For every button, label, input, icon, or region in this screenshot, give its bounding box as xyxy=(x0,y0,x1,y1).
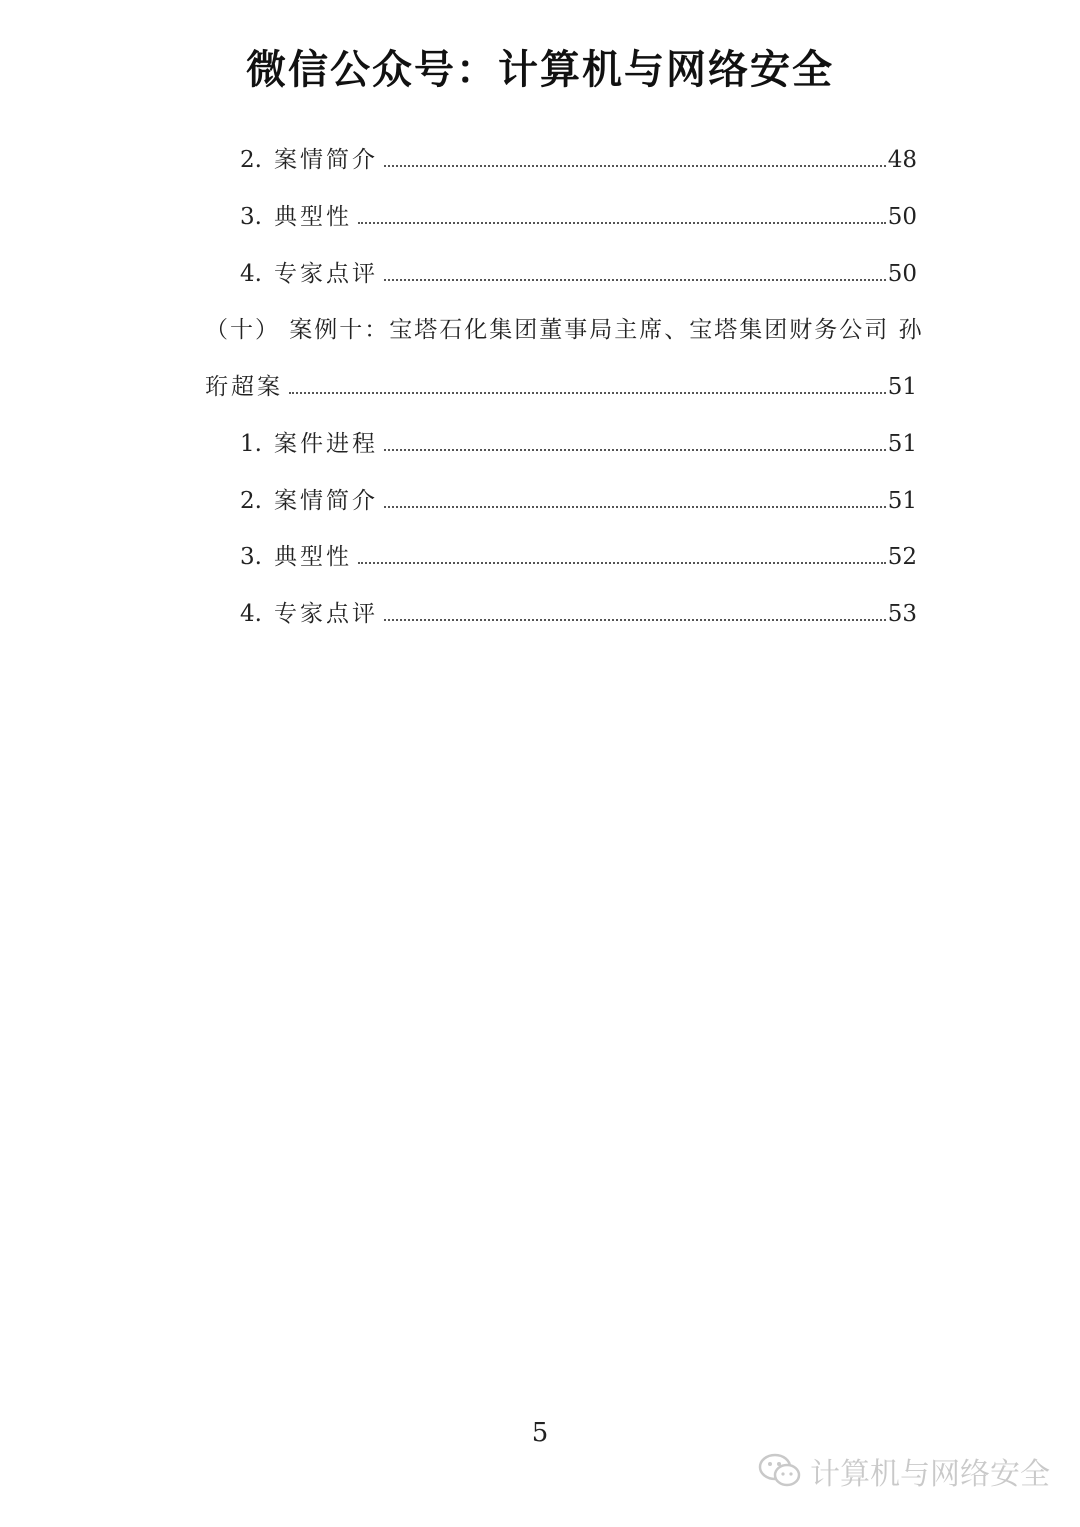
toc-entry-number: 4. xyxy=(240,261,262,287)
table-of-contents xyxy=(0,0,1080,700)
toc-entry-title: 专家点评 xyxy=(273,601,378,627)
page-number: 5 xyxy=(531,1418,549,1448)
toc-entry-title: 典型性 xyxy=(273,204,352,230)
toc-leader-dots xyxy=(384,599,886,621)
toc-section-title-continued: 珩超案 xyxy=(205,374,283,400)
toc-entry-number: 3. xyxy=(240,544,262,570)
toc-entry[interactable] xyxy=(240,598,917,630)
toc-entry-page: 48 xyxy=(887,147,917,173)
toc-leader-dots xyxy=(358,202,886,224)
toc-entry-page: 50 xyxy=(887,261,917,287)
toc-entry-number: 2. xyxy=(240,488,262,514)
toc-entry-page: 51 xyxy=(887,431,917,457)
toc-entry-number: 1. xyxy=(240,431,262,457)
toc-leader-dots xyxy=(289,372,886,394)
watermark-text: 计算机与网络安全 xyxy=(810,1457,1050,1492)
toc-entry-page: 50 xyxy=(887,204,917,230)
toc-entry[interactable] xyxy=(240,485,917,517)
toc-leader-dots xyxy=(384,429,886,451)
toc-entry-page: 51 xyxy=(887,488,917,514)
toc-entry-title: 专家点评 xyxy=(273,261,378,287)
toc-entry-number: 4. xyxy=(240,601,262,627)
toc-entry[interactable] xyxy=(240,258,917,290)
toc-section-heading[interactable]: （十） 案例十：宝塔石化集团董事局主席、宝塔集团财务公司 孙 xyxy=(205,317,924,343)
toc-entry-number: 3. xyxy=(240,204,262,230)
toc-entry[interactable] xyxy=(240,144,917,176)
toc-entry[interactable] xyxy=(240,201,917,233)
page-title: 微信公众号：计算机与网络安全 xyxy=(246,47,834,93)
toc-leader-dots xyxy=(384,486,886,508)
toc-leader-dots xyxy=(384,259,886,281)
toc-entry-page: 52 xyxy=(887,544,917,570)
toc-section-continuation[interactable] xyxy=(205,371,917,403)
toc-entry-title: 典型性 xyxy=(273,544,352,570)
toc-entry[interactable] xyxy=(240,428,917,460)
toc-entry-title: 案件进程 xyxy=(273,431,378,457)
toc-section-page: 51 xyxy=(887,374,917,400)
watermark xyxy=(758,1449,1050,1493)
toc-entry[interactable] xyxy=(240,541,917,573)
toc-entry-title: 案情简介 xyxy=(273,488,378,514)
toc-entry-page: 53 xyxy=(887,601,917,627)
toc-entry-title: 案情简介 xyxy=(273,147,378,173)
toc-entry-number: 2. xyxy=(240,147,262,173)
toc-leader-dots xyxy=(358,542,886,564)
wechat-icon xyxy=(758,1452,802,1490)
toc-leader-dots xyxy=(384,145,886,167)
